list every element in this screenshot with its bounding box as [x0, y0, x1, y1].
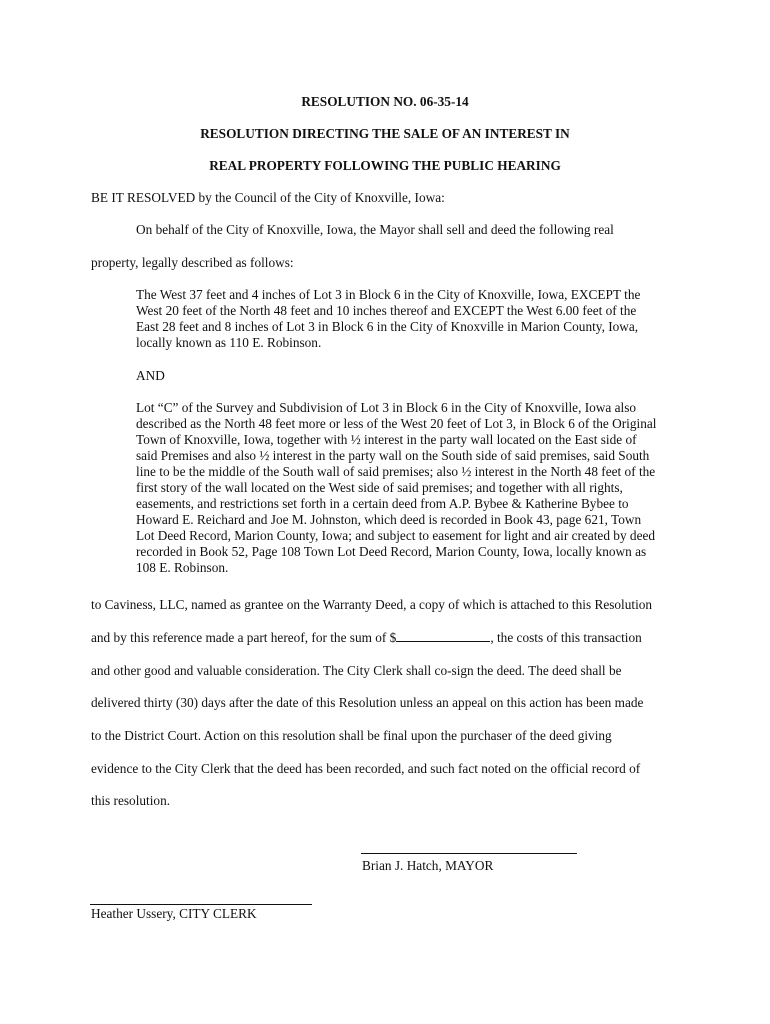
parcel-2-line: first story of the wall located on the West side of said premises; and together with all rights, — [136, 480, 623, 495]
parcel-1-line: The West 37 feet and 4 inches of Lot 3 in Block 6 in the City of Knoxville, Iowa, EXCEPT the — [136, 287, 641, 302]
sum-lead-text: and by this reference made a part hereof, for the sum of $ — [91, 630, 397, 645]
parcel-1-line: East 28 feet and 8 inches of Lot 3 in Block 6 in the City of Knoxville in Marion County, Iowa, — [136, 319, 639, 334]
parcel-2-line: recorded in Book 52, Page 108 Town Lot Deed Record, Marion County, Iowa, locally known as — [136, 544, 647, 559]
parcel-2-line: line to be the middle of the South wall of said premises; also ½ interest in the North 48 feet of the — [136, 464, 656, 479]
and-label: AND — [136, 368, 165, 383]
parcel-2-line: described as the North 48 feet more or less of the West 20 feet of Lot 3, in Block 6 of the Original — [136, 416, 657, 431]
body-line-3: and other good and valuable consideration. The City Clerk shall co-sign the deed. The deed shall be — [91, 663, 622, 678]
parcel-2-line: 108 E. Robinson. — [136, 560, 229, 575]
clerk-name: Heather Ussery, CITY CLERK — [91, 906, 257, 921]
sum-trail-text: , the costs of this transaction — [490, 630, 642, 645]
parcel-2-line: Howard E. Reichard and Joe M. Johnston, which deed is recorded in Book 43, page 621, Town — [136, 512, 642, 527]
parcel-2-line: easements, and restrictions set forth in a certain deed from A.P. Bybee & Katherine Bybee to — [136, 496, 629, 511]
parcel-2-line: Town of Knoxville, Iowa, together with ½ interest in the party wall located on the East side of — [136, 432, 637, 447]
mayor-name: Brian J. Hatch, MAYOR — [362, 858, 494, 873]
body-line-2 — [91, 630, 642, 646]
behalf-line-2: property, legally described as follows: — [91, 255, 294, 270]
body-line-4: delivered thirty (30) days after the date of this Resolution unless an appeal on this action has been made — [91, 695, 644, 710]
parcel-1-line: locally known as 110 E. Robinson. — [136, 335, 322, 350]
parcel-1-line: West 20 feet of the North 48 feet and 10 inches thereof and EXCEPT the West 6.00 feet of the — [136, 303, 637, 318]
mayor-signature-line — [361, 853, 577, 854]
parcel-2-line: said Premises and also ½ interest in the party wall on the South side of said premises, said South — [136, 448, 650, 463]
resolution-title-line-1: RESOLUTION DIRECTING THE SALE OF AN INTEREST IN — [200, 126, 570, 141]
clerk-signature-line — [90, 904, 312, 905]
resolution-title-line-2: REAL PROPERTY FOLLOWING THE PUBLIC HEARING — [209, 158, 561, 173]
body-line-6: evidence to the City Clerk that the deed has been recorded, and such fact noted on the official record of — [91, 761, 641, 776]
behalf-line-1: On behalf of the City of Knoxville, Iowa, the Mayor shall sell and deed the following real — [136, 222, 614, 237]
be-it-resolved: BE IT RESOLVED by the Council of the City of Knoxville, Iowa: — [91, 190, 445, 205]
body-line-7: this resolution. — [91, 793, 171, 808]
resolution-number: RESOLUTION NO. 06-35-14 — [301, 94, 469, 109]
body-line-1: to Caviness, LLC, named as grantee on the Warranty Deed, a copy of which is attached to this Resolution — [91, 597, 653, 612]
body-line-5: to the District Court. Action on this resolution shall be final upon the purchaser of the deed giving — [91, 728, 612, 743]
parcel-2-line: Lot “C” of the Survey and Subdivision of Lot 3 in Block 6 in the City of Knoxville, Iowa also — [136, 400, 637, 415]
sum-blank — [396, 630, 490, 642]
parcel-2-line: Lot Deed Record, Marion County, Iowa; and subject to easement for light and air created by deed — [136, 528, 656, 543]
